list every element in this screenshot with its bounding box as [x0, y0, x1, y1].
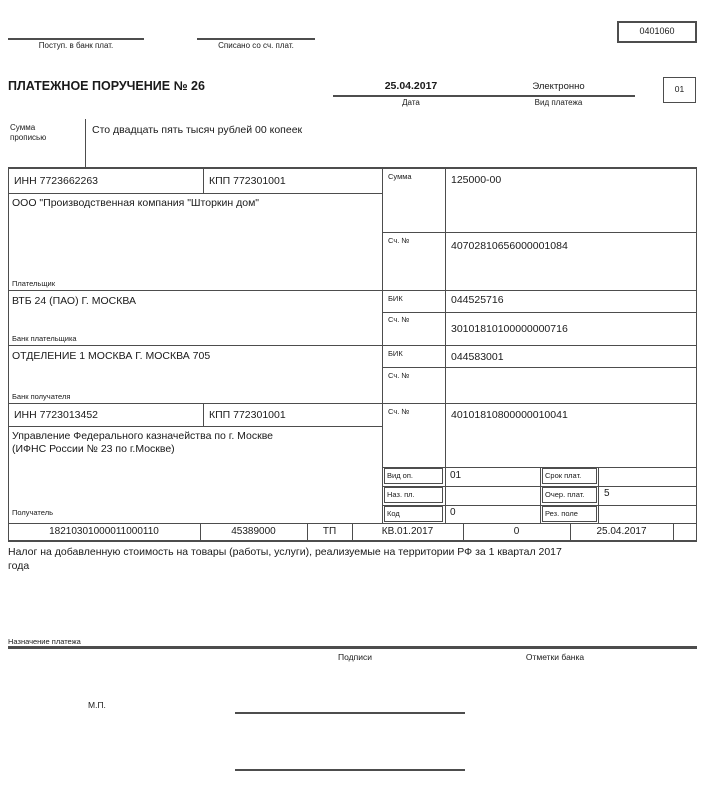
stamp-place-label: М.П. [88, 700, 106, 710]
status-code: 01 [674, 84, 685, 94]
amount-words-value: Сто двадцать пять тысяч рублей 00 копеек [92, 124, 303, 136]
payee-bank-name: ОТДЕЛЕНИЕ 1 МОСКВА Г. МОСКВА 705 [12, 350, 211, 362]
purpose-bottom-line [8, 646, 697, 649]
stamp-receipt-label: Поступ. в банк плат. [38, 41, 114, 50]
row-line-sum [382, 232, 697, 233]
payee-bank-bik-label: БИК [388, 349, 403, 358]
doc-number-value: 0 [513, 526, 520, 537]
payment-kind-label: Вид платежа [534, 98, 583, 107]
payer-account-label: Сч. № [388, 236, 410, 245]
sum-value: 125000-00 [451, 174, 502, 186]
row-line-bik2 [382, 367, 697, 368]
kbk-value: 18210301000011000110 [49, 526, 159, 537]
payment-basis-value: ТП [322, 526, 337, 537]
row-line-bik1 [382, 312, 697, 313]
payment-kind: Электронно [532, 81, 585, 92]
op-col-line-1 [540, 467, 541, 523]
payer-inn: ИНН 7723662263 [14, 175, 99, 187]
inn-kpp-divider-payer [203, 167, 204, 193]
table-top-line [8, 167, 697, 169]
payee-bank-account-label: Сч. № [388, 371, 410, 380]
row-line-inn-payer [8, 193, 382, 194]
payer-bank-name: ВТБ 24 (ПАО) Г. МОСКВА [12, 295, 137, 307]
payee-name-line1: Управление Федерального казначейства по г. Москве [12, 430, 274, 442]
table-left-line [8, 167, 9, 541]
payee-section-label: Получатель [12, 508, 53, 517]
stamp-debit-line [197, 38, 315, 40]
payer-bank-account-label: Сч. № [388, 315, 410, 324]
ocher-plat-label: Очер. плат. [545, 490, 585, 499]
tax-period-value: КВ.01.2017 [381, 526, 434, 537]
stamp-receipt-line [8, 38, 144, 40]
document-date: 25.04.2017 [384, 80, 438, 92]
page-title: ПЛАТЕЖНОЕ ПОРУЧЕНИЕ № 26 [8, 79, 205, 93]
payer-name: ООО "Производственная компания "Шторкин дом" [12, 197, 260, 209]
row-line-payer-bottom [8, 290, 697, 291]
date-label: Дата [402, 98, 420, 107]
signatures-label: Подписи [338, 652, 372, 662]
payee-kpp: КПП 772301001 [209, 409, 286, 421]
payment-kind-underline [482, 95, 635, 97]
date-underline [333, 95, 489, 97]
srok-plat-label: Срок плат. [545, 471, 582, 480]
row-line-inn-payee [8, 426, 382, 427]
payer-bank-bik: 044525716 [451, 294, 504, 306]
payee-name-line2: (ИФНС России № 23 по г.Москве) [12, 443, 175, 455]
tax-col-line-6 [673, 523, 674, 541]
form-code: 0401060 [639, 26, 675, 36]
kod-label: Код [387, 509, 400, 518]
oktmo-value: 45389000 [231, 526, 276, 537]
row-line-payerbank-bottom [8, 345, 697, 346]
stamp-debit-label: Списано со сч. плат. [218, 41, 294, 50]
purpose-section-label: Назначение платежа [8, 637, 81, 646]
payer-section-label: Плательщик [12, 279, 55, 288]
vid-op-label: Вид оп. [387, 471, 413, 480]
payee-inn: ИНН 7723013452 [14, 409, 99, 421]
op-col-line-2 [598, 467, 599, 523]
payer-kpp: КПП 772301001 [209, 175, 286, 187]
naz-pl-label: Наз. пл. [387, 490, 415, 499]
purpose-text: Налог на добавленную стоимость на товары (работы, услуги), реализуемые на территории РФ за 1 квартал 2017 года [8, 546, 562, 572]
inn-kpp-divider-payee [203, 403, 204, 426]
vid-op-value: 01 [450, 470, 462, 481]
signature-line-2 [235, 769, 465, 771]
payee-bank-bik: 044583001 [451, 351, 504, 363]
payer-bank-account: 30101810100000000716 [451, 323, 568, 335]
sum-label: Сумма [388, 172, 412, 181]
payer-bank-section-label: Банк плательщика [12, 334, 77, 343]
bank-marks-label: Отметки банка [525, 652, 585, 662]
kod-value: 0 [450, 507, 456, 518]
row-line-payeebank-bottom [8, 403, 697, 404]
payee-account-label: Сч. № [388, 407, 410, 416]
amount-words-label: Сумма прописью [10, 123, 47, 143]
rez-pole-label: Рез. поле [545, 509, 578, 518]
ocher-plat-value: 5 [604, 488, 610, 499]
payer-bank-bik-label: БИК [388, 294, 403, 303]
table-right-line [696, 167, 697, 541]
doc-date-value: 25.04.2017 [596, 526, 647, 537]
payer-account: 40702810656000001084 [451, 240, 568, 252]
form-code-box [617, 21, 697, 43]
payee-bank-section-label: Банк получателя [12, 392, 71, 401]
signature-line-1 [235, 712, 465, 714]
status-code-box [663, 77, 696, 103]
amount-words-divider [85, 119, 86, 168]
payee-account: 40101810800000010041 [451, 409, 568, 421]
